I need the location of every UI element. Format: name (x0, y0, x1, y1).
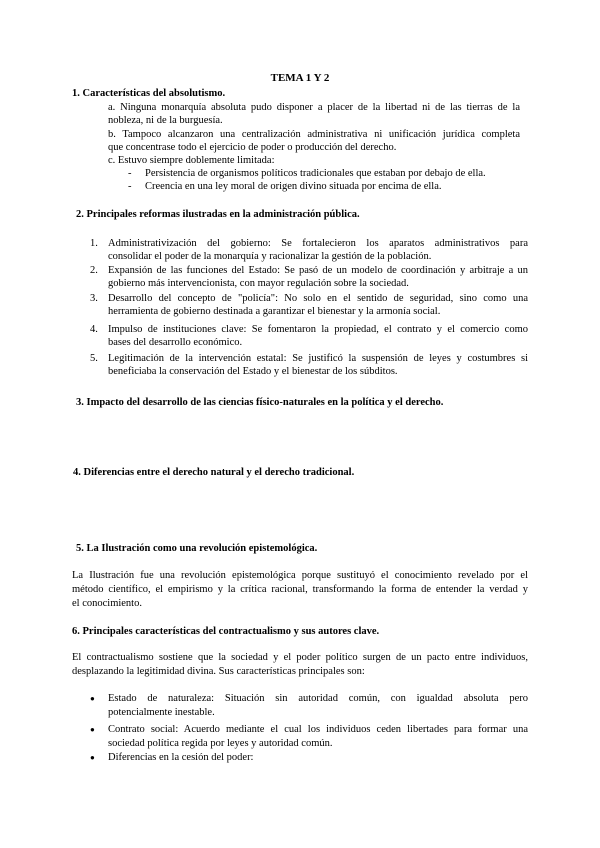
list-number: 1. (90, 238, 98, 249)
bullet-icon: ● (90, 725, 95, 734)
s6-paragraph-line2: desplazando la legitimidad divina. Sus características principales son: (72, 666, 365, 677)
bullet-icon: ● (90, 694, 95, 703)
s2-item-4-line2: bases del desarrollo económico. (108, 337, 243, 348)
s6-bullet-1-line1: Estado de naturaleza: Situación sin autoridad común, con igualdad absoluta pero (108, 693, 528, 704)
s2-item-5-line1: Legitimación de la intervención estatal: Se justificó la suspensión de leyes y costumbres si (108, 353, 528, 364)
s5-paragraph-line1: La Ilustración fue una revolución epistemológica porque sustituyó el conocimiento revelado por el (72, 570, 528, 581)
s1-item-a-line1: a. Ninguna monarquía absoluta pudo disponer a placer de la libertad ni de las tierras de la (108, 102, 520, 113)
s5-paragraph-line3: el conocimiento. (72, 598, 142, 609)
section-6-heading: 6. Principales características del contractualismo y sus autores clave. (72, 626, 380, 637)
s6-paragraph-line1: El contractualismo sostiene que la sociedad y el poder político surgen de un pacto entre individuos, (72, 652, 528, 663)
s2-item-2-line1: Expansión de las funciones del Estado: Se pasó de un modelo de coordinación y arbitraje a un (108, 265, 528, 276)
s2-item-3-line2: herramienta de gobierno destinada a garantizar el bienestar y la armonía social. (108, 306, 441, 317)
list-number: 3. (90, 293, 98, 304)
s1-dash-item-1: Persistencia de organismos políticos tradicionales que estaban por debajo de ella. (145, 168, 486, 179)
s6-bullet-1-line2: potencialmente inestable. (108, 707, 215, 718)
s2-item-5-line2: beneficiaba la conservación del Estado y el bienestar de los súbditos. (108, 366, 398, 377)
s6-bullet-2-line2: sociedad política regida por leyes y autoridad común. (108, 738, 333, 749)
s1-item-a-line2: nobleza, ni de la burguesía. (108, 115, 223, 126)
s6-bullet-2-line1: Contrato social: Acuerdo mediante el cual los individuos ceden libertades para formar una (108, 724, 528, 735)
s6-bullet-3-line1: Diferencias en la cesión del poder: (108, 752, 254, 763)
s1-item-b-line2: que concentrase todo el ejercicio de poder o producción del derecho. (108, 142, 397, 153)
s2-item-4-line1: Impulso de instituciones clave: Se fomentaron la propiedad, el contrato y el comercio como (108, 324, 528, 335)
list-number: 2. (90, 265, 98, 276)
s2-item-1-line2: consolidar el poder de la monarquía y racionalizar la gestión de la población. (108, 251, 432, 262)
list-number: 4. (90, 324, 98, 335)
section-1-heading: 1. Características del absolutismo. (72, 88, 226, 99)
document-title: TEMA 1 Y 2 (270, 72, 330, 84)
s2-item-3-line1: Desarrollo del concepto de "policía": No solo en el sentido de seguridad, sino como una (108, 293, 528, 304)
bullet-icon: ● (90, 753, 95, 762)
dash-marker: - (128, 181, 132, 192)
dash-marker: - (128, 168, 132, 179)
s2-item-2-line2: gobierno más intervencionista, con mayor regulación sobre la sociedad. (108, 278, 409, 289)
s5-paragraph-line2: método científico, el empirismo y la crítica racional, transformando la forma de entender la verdad y (72, 584, 528, 595)
s1-item-b-line1: b. Tampoco alcanzaron una centralización administrativa ni unificación jurídica completa (108, 129, 520, 140)
section-5-heading: 5. La Ilustración como una revolución epistemológica. (76, 543, 318, 554)
section-4-heading: 4. Diferencias entre el derecho natural y el derecho tradicional. (73, 467, 355, 478)
s2-item-1-line1: Administrativización del gobierno: Se fortalecieron los aparatos administrativos para (108, 238, 528, 249)
list-number: 5. (90, 353, 98, 364)
s1-item-c: c. Estuvo siempre doblemente limitada: (108, 155, 275, 166)
section-2-heading: 2. Principales reformas ilustradas en la administración pública. (76, 209, 360, 220)
section-3-heading: 3. Impacto del desarrollo de las ciencias físico-naturales en la política y el derecho. (76, 397, 444, 408)
s1-dash-item-2: Creencia en una ley moral de origen divino situada por encima de ella. (145, 181, 442, 192)
